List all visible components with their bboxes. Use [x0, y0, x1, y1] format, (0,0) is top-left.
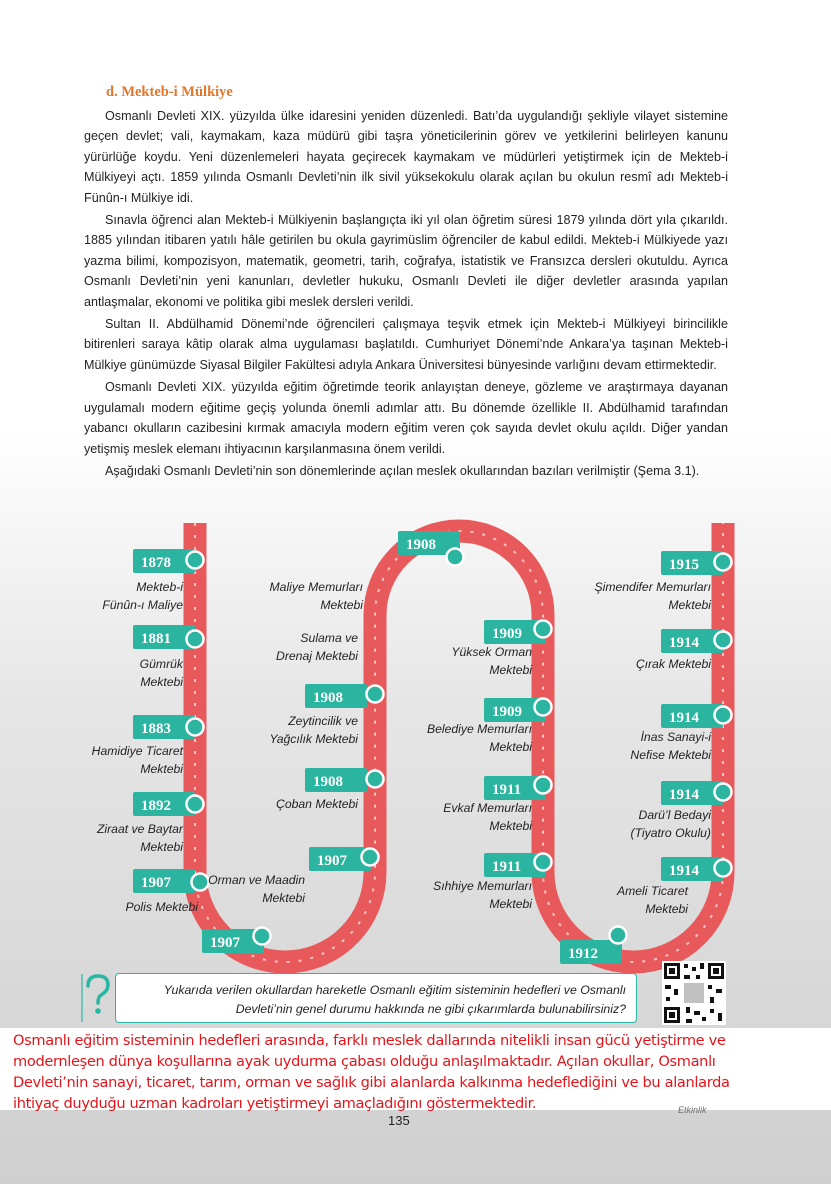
timeline-item [661, 551, 732, 575]
timeline-dot [610, 927, 627, 944]
school-name: Sıhhiye Memurları [433, 879, 532, 893]
timeline-dot [362, 849, 379, 866]
school-name: Mektebi [262, 891, 305, 905]
answer-line-1: Osmanlı eğitim sisteminin hedefleri arasında, farklı meslek dallarında nitelikli insan gücü yetiştirme ve [13, 1032, 726, 1049]
timeline-dot [367, 686, 384, 703]
year-label: 1914 [669, 710, 699, 726]
school-name: Yağcılık Mektebi [269, 732, 358, 746]
timeline-item [595, 580, 732, 653]
year-label: 1908 [313, 690, 343, 706]
school-name: Ziraat ve Baytar [96, 822, 183, 836]
school-name: Darü’l Bedayi [638, 808, 711, 822]
year-label: 1908 [406, 537, 436, 553]
school-name: Belediye Memurları [427, 722, 532, 736]
school-name: Gümrük [139, 657, 183, 671]
timeline-dot [367, 771, 384, 788]
paragraph-1: Osmanlı Devleti XIX. yüzyılda ülke idaresini yeniden düzenledi. Batı’da uygulandığı şekliyle vilayet sistemine geçen devlet; vali, kaymakam, kaza müdürü gibi taşra yöneticilerinin görev ve yetkilerini belirleyen kanunu yürürlüğe koydu. Yeni düzenlemeleri hayata geçirecek kaymakam ve müdürleri yetiştirmek için de Mekteb-i Mülkiyeyi açtı. 1859 yılında Osmanlı Devleti’nin ilk sivil yüksekokulu olarak açılan bu okulun resmî adı Mekteb-i Fünûn-ı Mülkiye idi. [84, 109, 728, 205]
year-label: 1907 [317, 853, 347, 869]
school-name: İnas Sanayi-i [640, 730, 711, 744]
school-name: Zeytincilik ve [288, 714, 358, 728]
timeline-dot [715, 632, 732, 649]
school-name: Mektebi [140, 675, 183, 689]
year-label: 1914 [669, 787, 699, 803]
year-label: 1907 [210, 935, 240, 951]
school-name: Mektebi [140, 840, 183, 854]
paragraph-2: Sınavla öğrenci alan Mekteb-i Mülkiyenin başlangıçta iki yıl olan öğretim süresi 1879 yılında dört yıla çıkarıldı. 1885 yılından itibaren yatılı hâle getirilen bu okula gayrimüslim öğrenciler de kabul edildi. Mekteb-i Mülkiyede yazı yazma bilimi, kompozisyon, matematik, geometri, tarih, coğrafya, istatistik ve Fransızca dersleri okutuldu. Ayrıca Osmanlı Devleti’nin yeni kanunları, devletler hukuku, Osmanlı Devleti ile diğer devletler arasında yapılan antlaşmalar, ekonomi ve politika gibi meslek dersleri verildi. [84, 213, 728, 309]
timeline-dot [715, 707, 732, 724]
school-name: Yüksek Orman [451, 645, 532, 659]
school-name: Mektebi [668, 598, 711, 612]
year-label: 1915 [669, 557, 699, 573]
paragraph-4: Osmanlı Devleti XIX. yüzyılda eğitim öğretimde teorik anlayıştan deneye, gözleme ve araştırmaya dayanan uygulamalı modern eğitime geçiş yolunda önemli adımlar attı. Bu dönemde özellikle II. Abdülhamid tarafından yabancı okulların cazibesini kırmak amacıyla modern eğitim veren çok sayıda devlet okulu açıldı. Diğer yandan yetişmiş meslek elemanı ihtiyacının karşılanmasına önem verildi. [84, 380, 728, 456]
school-name: Hamidiye Ticaret [91, 744, 183, 758]
year-label: 1911 [492, 782, 522, 798]
school-name: Evkaf Memurları [443, 801, 532, 815]
school-name: Sulama ve [300, 631, 358, 645]
school-name: Şimendifer Memurları [594, 580, 711, 594]
timeline-dot [535, 777, 552, 794]
year-label: 1908 [313, 774, 343, 790]
year-label: 1914 [669, 863, 699, 879]
school-name: (Tiyatro Okulu) [630, 826, 711, 840]
school-name: Çırak Mektebi [635, 657, 711, 671]
timeline-item [276, 797, 378, 871]
school-name: Mektebi [489, 740, 532, 754]
answer-line-4: ihtiyaç duyduğu uzman kadroları yetiştirmeyi amaçladığını göstermektedir. [13, 1095, 537, 1112]
question-box: Yukarıda verilen okullardan hareketle Osmanlı eğitim sisteminin hedefleri ve Osmanlı Devleti’nin genel durumu hakkında ne gibi çıkarımlarda bulunabilirsiniz? [115, 973, 637, 1023]
page-number: 135 [388, 1113, 410, 1128]
timeline-dot [535, 621, 552, 638]
timeline-dot [447, 549, 464, 566]
timeline-dot [715, 860, 732, 877]
etkinlik-label: Etkinlik [678, 1105, 707, 1115]
school-name: Polis Mektebi [125, 900, 198, 914]
school-name: Mektebi [645, 902, 688, 916]
school-name: Mektebi [489, 897, 532, 911]
timeline-dot [535, 854, 552, 871]
paragraph-5: Aşağıdaki Osmanlı Devleti’nin son dönemlerinde açılan meslek okullarından bazıları verilmiştir (Şema 3.1). [105, 463, 700, 478]
year-label: 1911 [492, 859, 522, 875]
school-name: Mektebi [320, 598, 363, 612]
year-label: 1878 [141, 555, 171, 571]
timeline-dot [254, 928, 271, 945]
timeline-dot [187, 631, 204, 648]
year-label: 1907 [141, 875, 171, 891]
school-name: Çoban Mektebi [276, 797, 358, 811]
school-name: Drenaj Mektebi [276, 649, 358, 663]
timeline-dot [192, 874, 209, 891]
school-name: Mektebi [140, 762, 183, 776]
timeline-dot [715, 554, 732, 571]
timeline-dot [187, 552, 204, 569]
year-label: 1909 [492, 626, 522, 642]
school-name: Fünûn-ı Maliye [102, 598, 183, 612]
timeline-dot [187, 796, 204, 813]
school-name: Ameli Ticaret [616, 884, 688, 898]
school-name: Mekteb-i [136, 580, 183, 594]
answer-text [0, 1028, 831, 1110]
timeline-dot [187, 719, 204, 736]
year-label: 1883 [141, 721, 171, 737]
year-label: 1892 [141, 798, 171, 814]
paragraph-3: Sultan II. Abdülhamid Dönemi’nde öğrencileri çalışmaya teşvik etmek için Mekteb-i Mülkiyeyi birincilikle bitirenleri saraya kâtip olarak alma uygulaması başlatıldı. Cumhuriyet Dönemi’nde Ankara’ya taşınan Mekteb-i Mülkiye günümüzde Siyasal Bilgiler Fakültesi adıyla Ankara Üniversitesi bünyesinde varlığını devam ettirmektedir. [84, 317, 728, 372]
year-label: 1912 [568, 946, 598, 962]
answer-line-2: modernleşen dünya koşullarına ayak uydurma çabası olduğu anlaşılmaktadır. Açılan okullar, Osmanlı [13, 1053, 716, 1070]
timeline-dot [535, 699, 552, 716]
question-mark-icon [80, 972, 116, 1024]
school-name: Maliye Memurları [269, 580, 363, 594]
year-label: 1909 [492, 704, 522, 720]
year-label: 1881 [141, 631, 171, 647]
school-name: Mektebi [489, 663, 532, 677]
timeline-dot [715, 784, 732, 801]
qr-code-icon[interactable] [662, 961, 726, 1025]
school-name: Nefise Mektebi [630, 748, 711, 762]
section-title: d. Mekteb-i Mülkiye [106, 84, 233, 100]
school-name: Orman ve Maadin [208, 873, 305, 887]
school-name: Mektebi [489, 819, 532, 833]
year-label: 1914 [669, 635, 699, 651]
answer-line-3: Devleti’nin sanayi, ticaret, tarım, orman ve sağlık gibi alanlarda kalkınma hedeflediğini ve bu alanlarda [13, 1074, 730, 1091]
